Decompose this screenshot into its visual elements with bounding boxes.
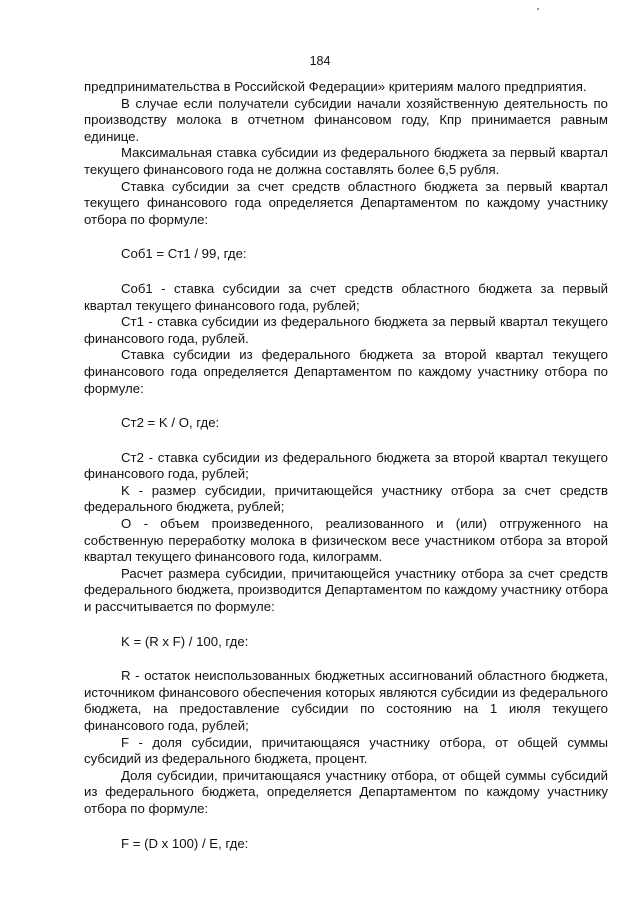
page-number: 184 xyxy=(309,54,331,68)
document-body xyxy=(84,79,608,870)
paragraph: O - объем произведенного, реализованного и (или) отгруженного на собственную переработку молока в физическом весе участником отбора за второй квартал текущего финансового года, килограмм. xyxy=(84,516,608,565)
scan-speck xyxy=(537,8,539,10)
paragraph: Расчет размера субсидии, причитающейся участнику отбора за счет средств федерального бюджета, производится Департаментом по каждому участнику отбора и рассчитывается по формуле: xyxy=(84,565,608,615)
paragraph: Ст1 - ставка субсидии из федерального бюджета за первый квартал текущего финансового года, рублей. xyxy=(84,314,608,346)
paragraph: предпринимательства в Российской Федерации» критериям малого предприятия. xyxy=(84,79,587,94)
paragraph: Максимальная ставка субсидии из федерального бюджета за первый квартал текущего финансового года не должна составлять более 6,5 рубля. xyxy=(84,145,608,177)
paragraph: Ст2 - ставка субсидии из федерального бюджета за второй квартал текущего финансового года, рублей; xyxy=(84,449,608,482)
paragraph: K - размер субсидии, причитающейся участнику отбора за счет средств федерального бюджета, рублей; xyxy=(84,482,608,515)
paragraph: Ставка субсидии из федерального бюджета за второй квартал текущего финансового года определяется Департаментом по каждому участнику отбора по формуле: xyxy=(84,347,608,396)
formula: Ст2 = K / O, где: xyxy=(121,415,220,431)
paragraph: Доля субсидии, причитающаяся участнику отбора, от общей суммы субсидий из федерального бюджета, определяется Департаментом по каждому участнику отбора по формуле: xyxy=(84,767,608,816)
paragraph: Ставка субсидии за счет средств областного бюджета за первый квартал текущего финансового года определяется Департаментом по каждому участнику отбора по формуле: xyxy=(84,178,608,227)
formula: Соб1 = Ст1 / 99, где: xyxy=(121,246,247,262)
formula: F = (D x 100) / E, где: xyxy=(121,835,249,851)
paragraph: F - доля субсидии, причитающаяся участнику отбора, от общей суммы субсидий из федерального бюджета, процент. xyxy=(84,734,608,767)
paragraph: Соб1 - ставка субсидии за счет средств областного бюджета за первый квартал текущего финансового года, рублей; xyxy=(84,280,608,313)
formula: K = (R x F) / 100, где: xyxy=(121,633,249,649)
paragraph: В случае если получатели субсидии начали хозяйственную деятельность по производству молока в отчетном финансовом году, Кпр принимается равным единице. xyxy=(84,95,608,144)
paragraph: R - остаток неиспользованных бюджетных ассигнований областного бюджета, источником финансового обеспечения которых являются субсидии из федерального бюджета, на предоставление субсидии по состоянию на 1 июля текущего финансового года, рублей; xyxy=(84,668,608,733)
